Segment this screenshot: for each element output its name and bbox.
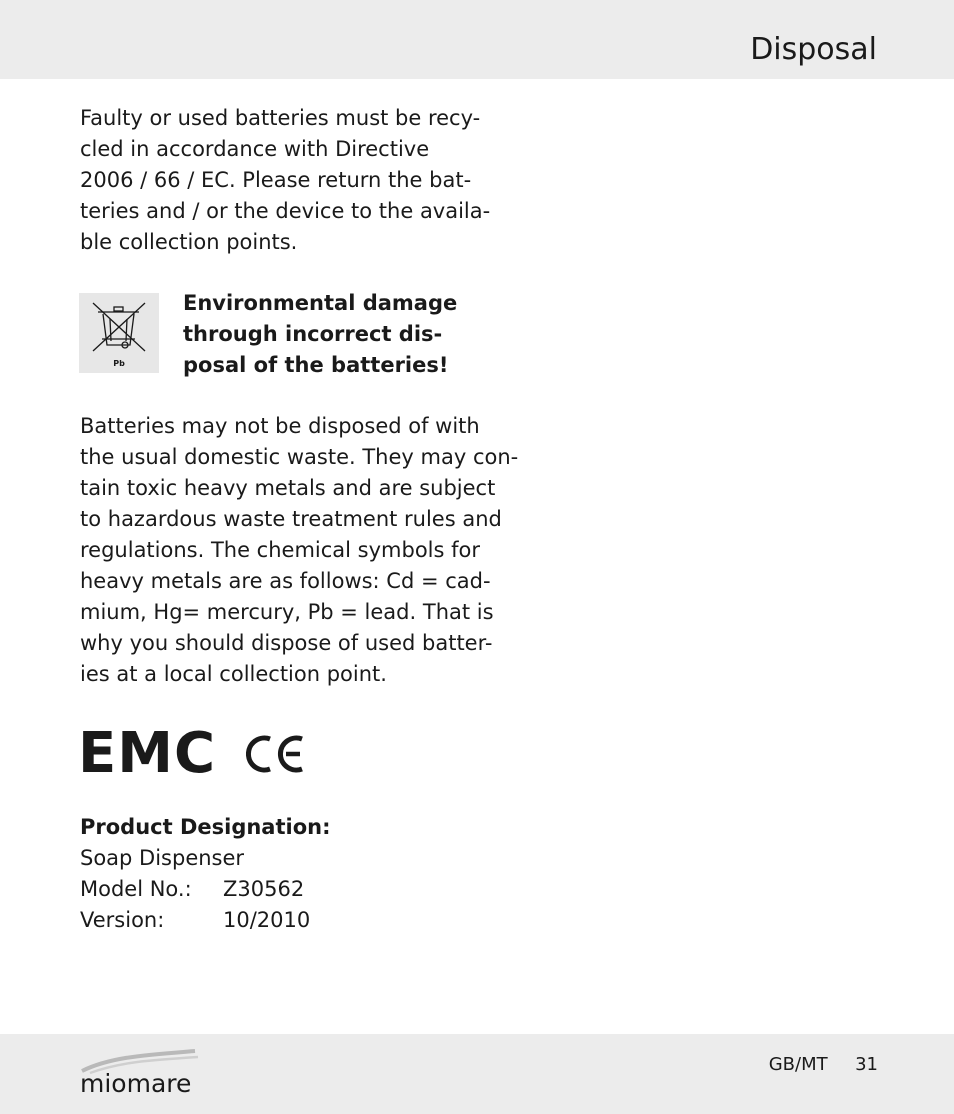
- emc-mark: EMC: [78, 721, 217, 786]
- icon-label: Pb: [113, 359, 125, 368]
- product-name: Soap Dispenser: [80, 846, 245, 870]
- text-line: Faulty or used batteries must be recy-: [80, 106, 481, 130]
- text-line: teries and / or the device to the availa-: [80, 199, 491, 223]
- model-label: Model No.:: [80, 877, 192, 901]
- text-line: the usual domestic waste. They may con-: [80, 445, 519, 469]
- text-line: heavy metals are as follows: Cd = cad-: [80, 569, 491, 593]
- text-line: regulations. The chemical symbols for: [80, 538, 481, 562]
- text-line: ies at a local collection point.: [80, 662, 387, 686]
- brand-logo: [80, 1049, 205, 1101]
- intro-paragraph: [80, 103, 491, 258]
- warning-line: through incorrect dis-: [183, 322, 443, 346]
- text-line: tain toxic heavy metals and are subject: [80, 476, 496, 500]
- text-line: mium, Hg= mercury, Pb = lead. That is: [80, 600, 494, 624]
- version-label: Version:: [80, 908, 165, 932]
- region-code: GB/MT: [768, 1054, 828, 1075]
- warning-line: Environmental damage: [183, 291, 458, 315]
- version-value: 10/2010: [223, 908, 311, 932]
- model-value: Z30562: [223, 877, 305, 901]
- crossed-out-bin-icon: [79, 293, 159, 373]
- model-row: [80, 874, 310, 905]
- page-footer: [769, 1052, 878, 1078]
- warning-line: posal of the batteries!: [183, 353, 449, 377]
- warning-heading: [183, 288, 457, 381]
- body-paragraph: [80, 411, 519, 690]
- page-title: Disposal: [750, 32, 877, 67]
- text-line: to hazardous waste treatment rules and: [80, 507, 502, 531]
- text-line: Batteries may not be disposed of with: [80, 414, 480, 438]
- header-bar: [0, 0, 954, 79]
- text-line: 2006 / 66 / EC. Please return the bat-: [80, 168, 472, 192]
- text-line: why you should dispose of used batter-: [80, 631, 493, 655]
- brand-name: miomare: [80, 1069, 192, 1097]
- page-number: 31: [855, 1054, 878, 1075]
- text-line: cled in accordance with Directive: [80, 137, 430, 161]
- product-designation-heading: Product Designation:: [80, 815, 331, 839]
- text-line: ble collection points.: [80, 230, 298, 254]
- ce-mark-icon: [246, 733, 308, 779]
- product-info: [80, 843, 310, 936]
- version-row: [80, 905, 310, 936]
